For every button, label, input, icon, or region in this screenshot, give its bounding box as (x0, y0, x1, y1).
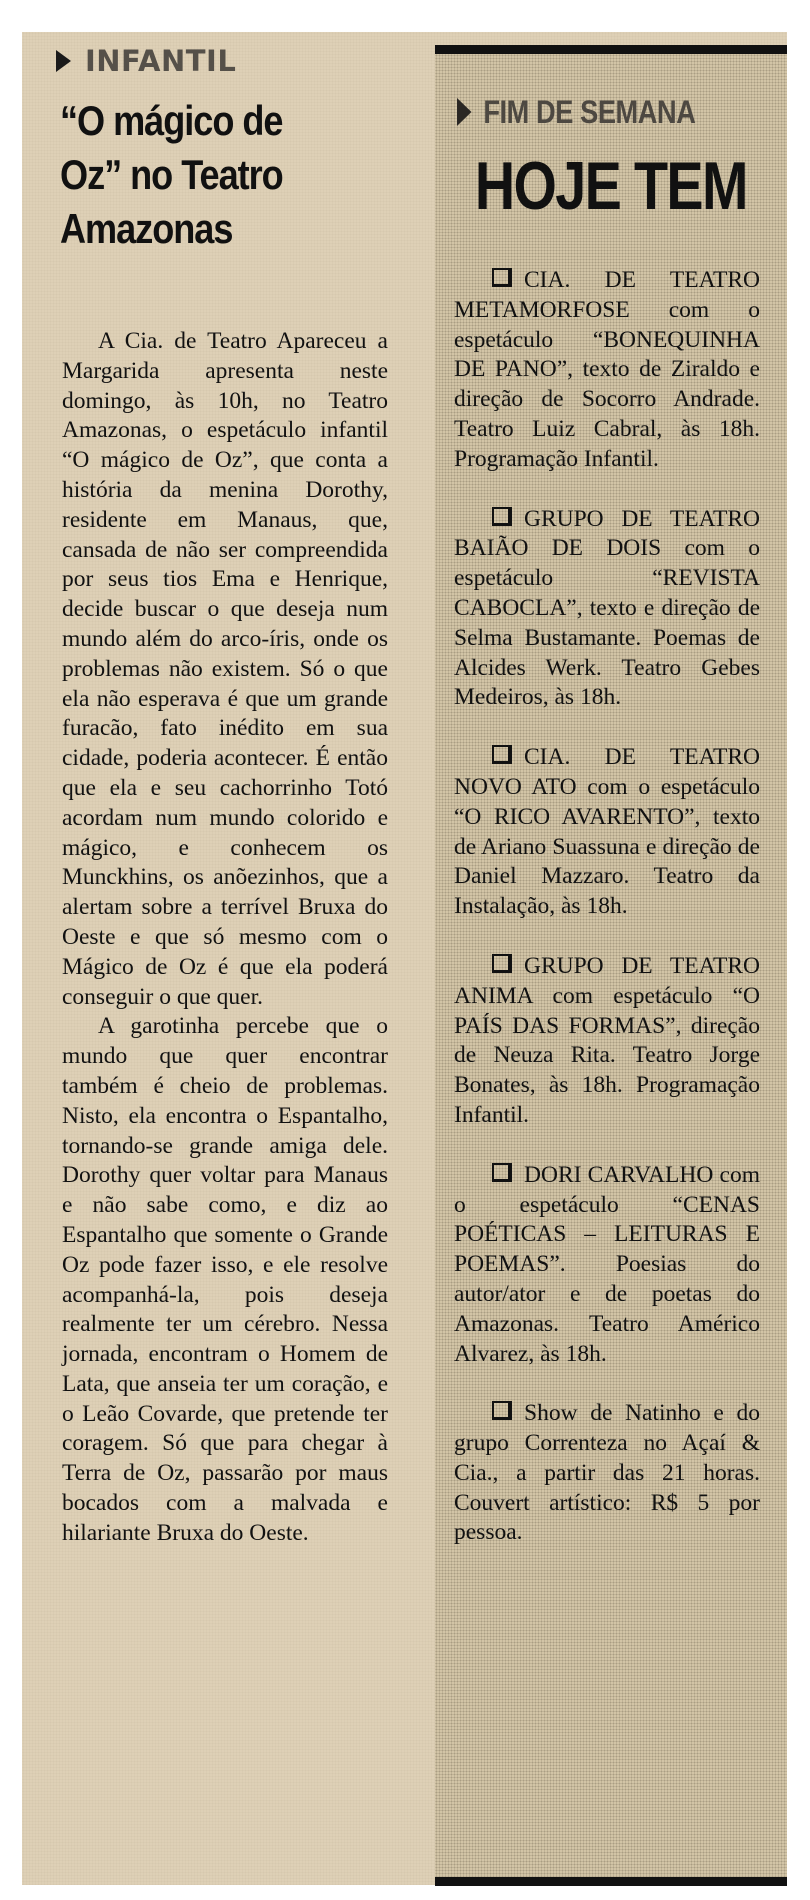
sidebar-title-text: HOJE TEM (475, 148, 747, 224)
event-text: DORI CARVALHO com o espetáculo “CENAS POÉTICAS – LEITURAS E POEMAS”. Poesias do autor/ator e de poetas do Amazonas. Teatro Américo Alvarez, às 18h. (454, 1161, 760, 1367)
triangle-arrow-icon (56, 50, 71, 72)
hollow-square-icon (492, 268, 512, 287)
sidebar-hoje-tem (435, 45, 787, 1877)
article-body (62, 327, 388, 1549)
section-kicker (56, 44, 236, 78)
article-paragraph: A garotinha percebe que o mundo que quer encontrar também é cheio de problemas. Nisto, ela encontra o Espantalho, tornando-se grande amiga dele. Dorothy quer voltar para Manaus e não sabe como, e diz ao Espantalho que somente o Grande Oz pode fazer isso, e ele resolve acompanhá-la, pois deseja realmente ter um cérebro. Nessa jornada, encontram o Homem de Lata, que anseia ter um coração, e o Leão Covarde, que pretende ter coragem. Só que para chegar à Terra de Oz, passarão por maus bocados com a malvada e hilariante Bruxa do Oeste. (62, 1013, 388, 1546)
article-paragraph: A Cia. de Teatro Apareceu a Margarida apresenta neste domingo, às 10h, no Teatro Amazonas, o espetáculo infantil “O mágico de Oz”, que conta a história da menina Dorothy, residente em Manaus, que, cansada de não ser compreendida por seus tios Ema e Henrique, decide buscar o que deseja num mundo além do arco-íris, onde os problemas não existem. Só o que ela não esperava é que um grande furacão, fato inédito em sua cidade, poderia acontecer. É então que ela e seu cachorrinho Totó acordam num mundo colorido e mágico, e conhecem os Munckhins, os anõezinhos, que a alertam sobre a terrível Bruxa do Oeste e que só mesmo com o Mágico de Oz é que ela poderá conseguir o que quer. (62, 328, 388, 1010)
newspaper-clipping (22, 32, 787, 1885)
event-item (454, 952, 760, 1131)
event-item (454, 1399, 760, 1548)
event-list (454, 266, 760, 1578)
sidebar-kicker (457, 94, 695, 130)
article-headline (60, 94, 344, 256)
hollow-square-icon (492, 745, 512, 764)
event-item (454, 743, 760, 922)
event-item (454, 266, 760, 475)
hollow-square-icon (492, 1163, 512, 1182)
event-item (454, 505, 760, 714)
event-text: GRUPO DE TEATRO BAIÃO DE DOIS com o espetáculo “REVISTA CABOCLA”, texto e direção de Selma Bustamante. Poemas de Alcides Werk. Teatro Gebes Medeiros, às 18h. (454, 505, 760, 711)
sidebar-title (435, 149, 787, 223)
hollow-square-icon (492, 1401, 512, 1420)
event-item (454, 1161, 760, 1370)
article-infantil (42, 32, 387, 1885)
event-text: GRUPO DE TEATRO ANIMA com espetáculo “O PAÍS DAS FORMAS”, direção de Neuza Rita. Teatro Jorge Bonates, às 18h. Programação Infantil. (454, 952, 760, 1128)
event-text: CIA. DE TEATRO NOVO ATO com o espetáculo “O RICO AVARENTO”, texto de Ariano Suassuna e direção de Daniel Mazzaro. Teatro da Instalação, às 18h. (454, 744, 760, 920)
headline-line: Amazonas (60, 205, 233, 252)
event-text: CIA. DE TEATRO METAMORFOSE com o espetáculo “BONEQUINHA DE PANO”, texto de Ziraldo e direção de Socorro Andrade. Teatro Luiz Cabral, às 18h. Programação Infantil. (454, 267, 760, 472)
sidebar-kicker-label: FIM DE SEMANA (483, 93, 696, 130)
triangle-arrow-icon (457, 98, 471, 126)
kicker-label: INFANTIL (85, 44, 237, 78)
bottom-rule (435, 1877, 787, 1886)
headline-line: Oz” no Teatro (60, 151, 283, 198)
headline-line: “O mágico de (60, 97, 283, 144)
hollow-square-icon (492, 507, 512, 526)
event-text: Show de Natinho e do grupo Correnteza no Açaí & Cia., a partir das 21 horas. Couvert artístico: R$ 5 por pessoa. (454, 1400, 760, 1546)
hollow-square-icon (492, 954, 512, 973)
